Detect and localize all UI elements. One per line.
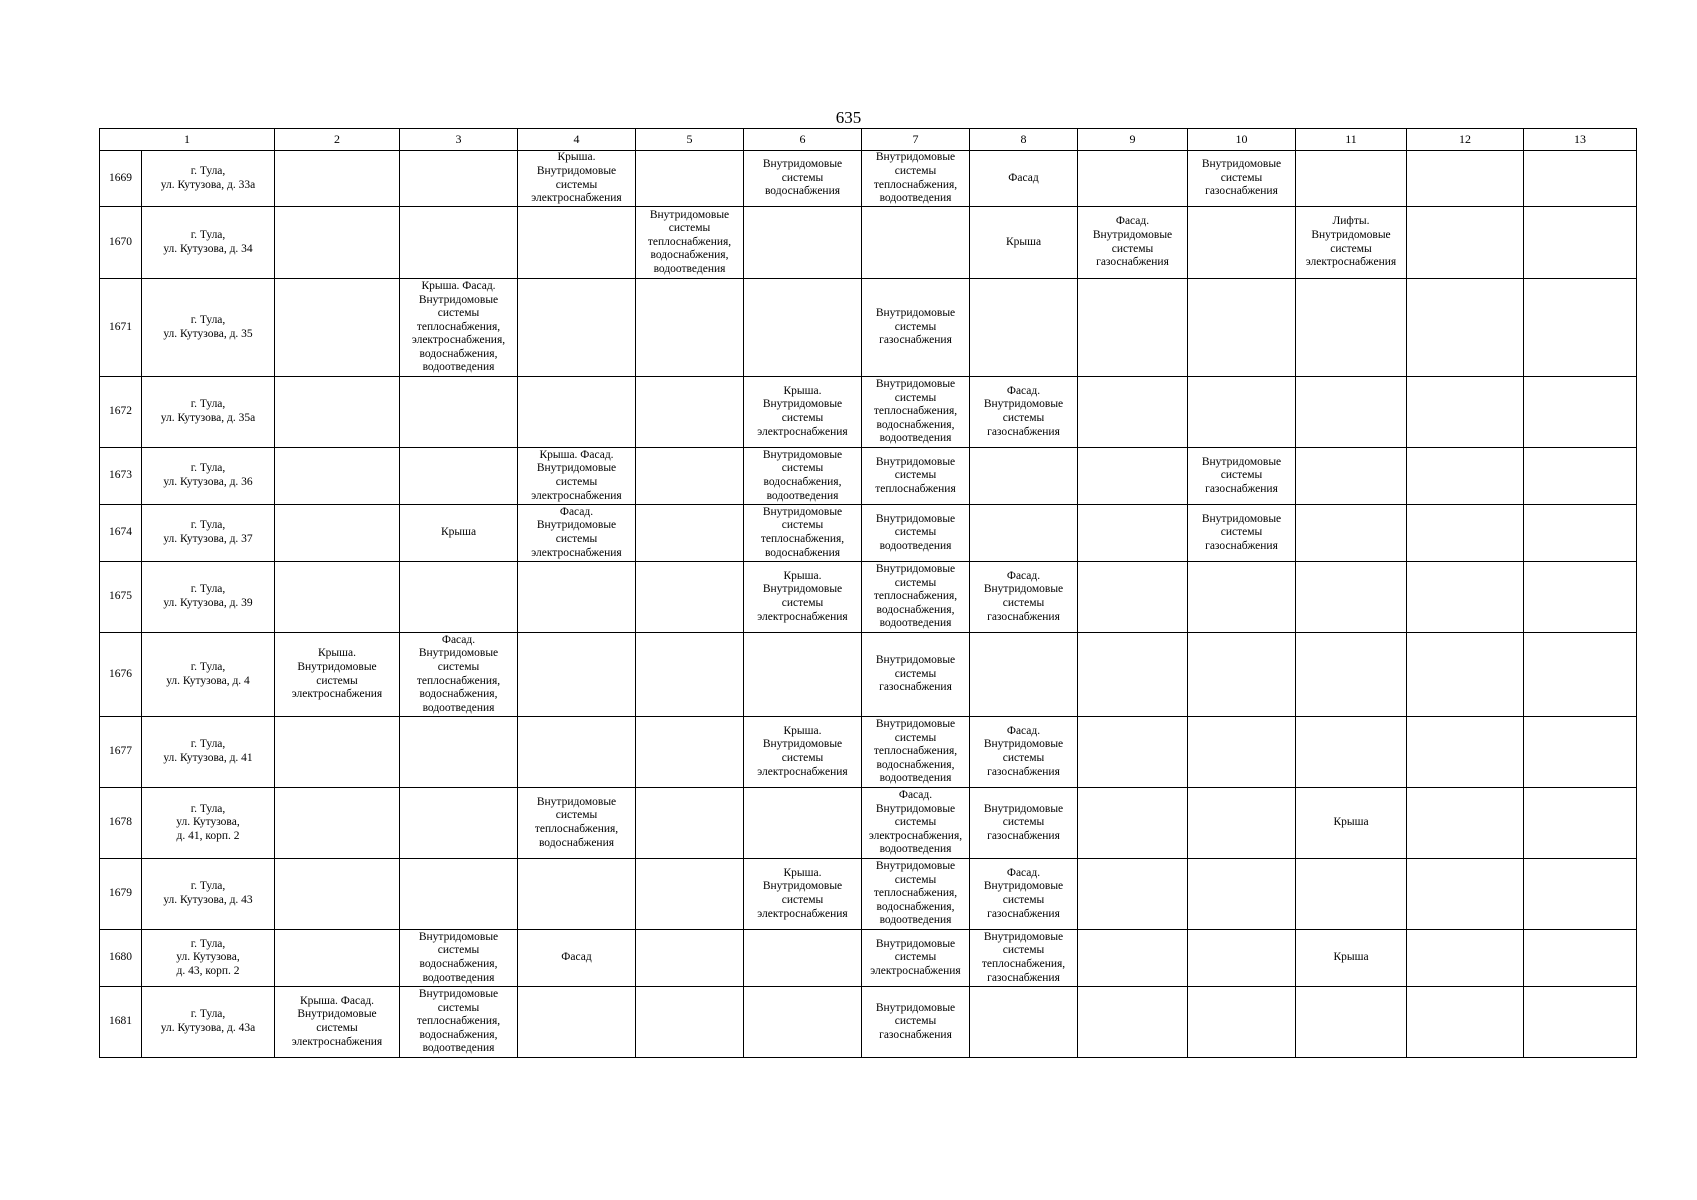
address-cell: г. Тула, ул. Кутузова, д. 43а: [142, 987, 275, 1058]
row-number: 1677: [100, 717, 142, 788]
work-cell: [636, 987, 744, 1058]
row-number: 1676: [100, 633, 142, 717]
column-number: 7: [862, 129, 970, 151]
work-cell: Крыша. Внутридомовые системы электроснабжения: [275, 633, 400, 717]
work-cell: [1078, 930, 1188, 987]
work-cell: [518, 279, 636, 377]
work-cell: [1188, 717, 1296, 788]
work-cell: [970, 987, 1078, 1058]
work-cell: Фасад. Внутридомовые системы газоснабжения: [970, 859, 1078, 930]
work-cell: [1296, 505, 1407, 562]
work-cell: [1188, 279, 1296, 377]
work-cell: Внутридомовые системы теплоснабжения: [862, 448, 970, 505]
work-cell: [970, 505, 1078, 562]
work-cell: [744, 930, 862, 987]
work-cell: [1407, 151, 1524, 207]
work-cell: [1188, 987, 1296, 1058]
column-number: 12: [1407, 129, 1524, 151]
work-cell: Внутридомовые системы теплоснабжения, газоснабжения: [970, 930, 1078, 987]
work-cell: [636, 930, 744, 987]
work-cell: [1188, 788, 1296, 859]
work-cell: [970, 448, 1078, 505]
work-cell: [400, 207, 518, 279]
address-cell: г. Тула, ул. Кутузова, д. 33а: [142, 151, 275, 207]
work-cell: [1524, 207, 1637, 279]
address-cell: г. Тула, ул. Кутузова, д. 41: [142, 717, 275, 788]
work-cell: [1078, 151, 1188, 207]
work-cell: [400, 717, 518, 788]
row-number: 1670: [100, 207, 142, 279]
work-cell: [1188, 633, 1296, 717]
row-number: 1674: [100, 505, 142, 562]
address-cell: г. Тула, ул. Кутузова, д. 39: [142, 562, 275, 633]
work-cell: Фасад: [518, 930, 636, 987]
work-cell: [275, 717, 400, 788]
address-cell: г. Тула, ул. Кутузова, д. 41, корп. 2: [142, 788, 275, 859]
work-cell: [1078, 377, 1188, 448]
work-cell: Внутридомовые системы теплоснабжения, водоотведения: [862, 151, 970, 207]
work-cell: [970, 279, 1078, 377]
work-cell: Внутридомовые системы теплоснабжения, водоснабжения, водоотведения: [862, 377, 970, 448]
work-cell: [518, 859, 636, 930]
work-cell: [1078, 788, 1188, 859]
work-cell: [1078, 987, 1188, 1058]
work-cell: [1524, 562, 1637, 633]
work-cell: [1296, 151, 1407, 207]
work-cell: [1407, 207, 1524, 279]
address-cell: г. Тула, ул. Кутузова, д. 35: [142, 279, 275, 377]
work-cell: Внутридомовые системы теплоснабжения, водоснабжения, водоотведения: [862, 859, 970, 930]
address-cell: г. Тула, ул. Кутузова, д. 43: [142, 859, 275, 930]
work-cell: [1407, 859, 1524, 930]
work-cell: [1078, 562, 1188, 633]
work-cell: Лифты. Внутридомовые системы электроснабжения: [1296, 207, 1407, 279]
work-cell: [1296, 987, 1407, 1058]
row-number: 1672: [100, 377, 142, 448]
work-cell: [1524, 717, 1637, 788]
address-cell: г. Тула, ул. Кутузова, д. 43, корп. 2: [142, 930, 275, 987]
work-cell: [400, 562, 518, 633]
work-cell: [1188, 377, 1296, 448]
work-cell: Крыша: [1296, 788, 1407, 859]
column-number: 10: [1188, 129, 1296, 151]
work-cell: [518, 562, 636, 633]
table-row: [100, 987, 1637, 1058]
work-cell: [1078, 448, 1188, 505]
table-row: [100, 930, 1637, 987]
work-cell: Крыша: [1296, 930, 1407, 987]
work-cell: Фасад. Внутридомовые системы электроснабжения: [518, 505, 636, 562]
work-cell: Фасад: [970, 151, 1078, 207]
work-cell: [1296, 448, 1407, 505]
work-cell: [636, 562, 744, 633]
work-cell: [518, 987, 636, 1058]
column-number: 13: [1524, 129, 1637, 151]
work-cell: [1078, 279, 1188, 377]
work-cell: [1188, 562, 1296, 633]
work-cell: [518, 633, 636, 717]
work-cell: [400, 448, 518, 505]
table-row: [100, 505, 1637, 562]
column-number: 3: [400, 129, 518, 151]
work-cell: [970, 633, 1078, 717]
work-cell: Крыша: [400, 505, 518, 562]
work-cell: [275, 562, 400, 633]
work-cell: Крыша. Фасад. Внутридомовые системы электроснабжения: [275, 987, 400, 1058]
work-cell: Крыша. Внутридомовые системы электроснабжения: [744, 377, 862, 448]
work-cell: [1524, 859, 1637, 930]
work-cell: [1524, 505, 1637, 562]
table-row: [100, 279, 1637, 377]
work-cell: Внутридомовые системы теплоснабжения, водоснабжения, водоотведения: [862, 717, 970, 788]
work-cell: Внутридомовые системы водоснабжения: [744, 151, 862, 207]
work-cell: [1078, 505, 1188, 562]
work-cell: [1524, 788, 1637, 859]
work-cell: Внутридомовые системы газоснабжения: [1188, 448, 1296, 505]
work-cell: [1524, 633, 1637, 717]
work-cell: Крыша. Внутридомовые системы электроснабжения: [744, 562, 862, 633]
work-cell: [636, 151, 744, 207]
work-cell: [1188, 207, 1296, 279]
work-cell: Фасад. Внутридомовые системы газоснабжения: [970, 377, 1078, 448]
page-number: 635: [835, 108, 862, 127]
work-cell: [744, 207, 862, 279]
work-cell: [636, 377, 744, 448]
column-number: 8: [970, 129, 1078, 151]
work-cell: Внутридомовые системы теплоснабжения, водоснабжения, водоотведения: [636, 207, 744, 279]
work-cell: Внутридомовые системы теплоснабжения, водоснабжения: [744, 505, 862, 562]
table-row: [100, 562, 1637, 633]
work-cell: [1078, 859, 1188, 930]
work-cell: [518, 207, 636, 279]
work-cell: [636, 717, 744, 788]
row-number: 1681: [100, 987, 142, 1058]
work-cell: Внутридомовые системы теплоснабжения, водоснабжения, водоотведения: [400, 987, 518, 1058]
address-cell: г. Тула, ул. Кутузова, д. 37: [142, 505, 275, 562]
work-cell: Крыша. Внутридомовые системы электроснабжения: [744, 859, 862, 930]
work-cell: [1524, 987, 1637, 1058]
work-cell: Внутридомовые системы газоснабжения: [1188, 151, 1296, 207]
table-row: [100, 207, 1637, 279]
work-cell: [275, 505, 400, 562]
column-number: 9: [1078, 129, 1188, 151]
table-row: [100, 788, 1637, 859]
work-cell: [400, 859, 518, 930]
work-cell: [275, 279, 400, 377]
work-cell: Фасад. Внутридомовые системы газоснабжения: [970, 562, 1078, 633]
work-cell: [275, 448, 400, 505]
work-cell: [636, 788, 744, 859]
address-cell: г. Тула, ул. Кутузова, д. 35а: [142, 377, 275, 448]
work-cell: [1078, 633, 1188, 717]
table-row: [100, 633, 1637, 717]
column-number: 6: [744, 129, 862, 151]
address-cell: г. Тула, ул. Кутузова, д. 34: [142, 207, 275, 279]
work-cell: [1407, 562, 1524, 633]
work-cell: [1524, 448, 1637, 505]
work-cell: Внутридомовые системы водоотведения: [862, 505, 970, 562]
work-cell: [636, 505, 744, 562]
row-number: 1673: [100, 448, 142, 505]
column-number: 11: [1296, 129, 1407, 151]
work-cell: [518, 717, 636, 788]
row-number: 1679: [100, 859, 142, 930]
work-cell: Внутридомовые системы водоснабжения, водоотведения: [744, 448, 862, 505]
work-cell: [1296, 377, 1407, 448]
work-cell: Крыша. Фасад. Внутридомовые системы теплоснабжения, электроснабжения, водоснабжения, водоотведения: [400, 279, 518, 377]
table-row: [100, 859, 1637, 930]
work-cell: [1524, 151, 1637, 207]
work-cell: Внутридомовые системы теплоснабжения, водоснабжения: [518, 788, 636, 859]
work-cell: [1524, 377, 1637, 448]
work-cell: [518, 377, 636, 448]
work-cell: Фасад. Внутридомовые системы теплоснабжения, водоснабжения, водоотведения: [400, 633, 518, 717]
work-cell: Крыша: [970, 207, 1078, 279]
work-cell: Фасад. Внутридомовые системы газоснабжения: [970, 717, 1078, 788]
work-cell: [862, 207, 970, 279]
address-cell: г. Тула, ул. Кутузова, д. 4: [142, 633, 275, 717]
table-row: [100, 151, 1637, 207]
work-cell: [744, 987, 862, 1058]
row-number: 1675: [100, 562, 142, 633]
work-cell: Внутридомовые системы теплоснабжения, водоснабжения, водоотведения: [862, 562, 970, 633]
work-cell: [1188, 859, 1296, 930]
work-cell: [400, 377, 518, 448]
work-cell: Фасад. Внутридомовые системы электроснабжения, водоотведения: [862, 788, 970, 859]
work-cell: [1524, 279, 1637, 377]
work-cell: Внутридомовые системы газоснабжения: [1188, 505, 1296, 562]
column-number: 5: [636, 129, 744, 151]
work-cell: [744, 633, 862, 717]
work-cell: [1296, 562, 1407, 633]
work-cell: Внутридомовые системы водоснабжения, водоотведения: [400, 930, 518, 987]
column-number: 1: [100, 129, 275, 151]
work-cell: Крыша. Внутридомовые системы электроснабжения: [518, 151, 636, 207]
work-cell: [636, 279, 744, 377]
work-cell: [1407, 987, 1524, 1058]
address-cell: г. Тула, ул. Кутузова, д. 36: [142, 448, 275, 505]
work-cell: [275, 930, 400, 987]
work-cell: Внутридомовые системы газоснабжения: [862, 279, 970, 377]
column-number-row: [100, 129, 1637, 151]
work-cell: Крыша. Внутридомовые системы электроснабжения: [744, 717, 862, 788]
work-cell: Внутридомовые системы газоснабжения: [862, 633, 970, 717]
work-cell: [400, 788, 518, 859]
row-number: 1678: [100, 788, 142, 859]
work-cell: [1296, 279, 1407, 377]
work-cell: [1407, 633, 1524, 717]
work-cell: [1296, 859, 1407, 930]
work-cell: [400, 151, 518, 207]
table-row: [100, 717, 1637, 788]
work-cell: [1296, 717, 1407, 788]
work-cell: [1296, 633, 1407, 717]
row-number: 1671: [100, 279, 142, 377]
work-cell: [636, 633, 744, 717]
work-cell: [1188, 930, 1296, 987]
work-cell: [1407, 377, 1524, 448]
work-cell: [1407, 505, 1524, 562]
work-cell: [1078, 717, 1188, 788]
work-cell: [636, 859, 744, 930]
table-row: [100, 448, 1637, 505]
work-cell: [1407, 448, 1524, 505]
work-cell: Фасад. Внутридомовые системы газоснабжения: [1078, 207, 1188, 279]
work-cell: Внутридомовые системы электроснабжения: [862, 930, 970, 987]
work-cell: [275, 859, 400, 930]
work-cell: [275, 207, 400, 279]
work-cell: [1407, 717, 1524, 788]
work-cell: [275, 788, 400, 859]
repair-schedule-table: [99, 128, 1637, 1058]
work-cell: [744, 279, 862, 377]
work-cell: Крыша. Фасад. Внутридомовые системы электроснабжения: [518, 448, 636, 505]
column-number: 4: [518, 129, 636, 151]
work-cell: [744, 788, 862, 859]
work-cell: Внутридомовые системы газоснабжения: [862, 987, 970, 1058]
work-cell: [1407, 788, 1524, 859]
work-cell: [275, 377, 400, 448]
row-number: 1669: [100, 151, 142, 207]
work-cell: [1524, 930, 1637, 987]
table-row: [100, 377, 1637, 448]
column-number: 2: [275, 129, 400, 151]
work-cell: [636, 448, 744, 505]
work-cell: Внутридомовые системы газоснабжения: [970, 788, 1078, 859]
work-cell: [275, 151, 400, 207]
work-cell: [1407, 279, 1524, 377]
row-number: 1680: [100, 930, 142, 987]
work-cell: [1407, 930, 1524, 987]
